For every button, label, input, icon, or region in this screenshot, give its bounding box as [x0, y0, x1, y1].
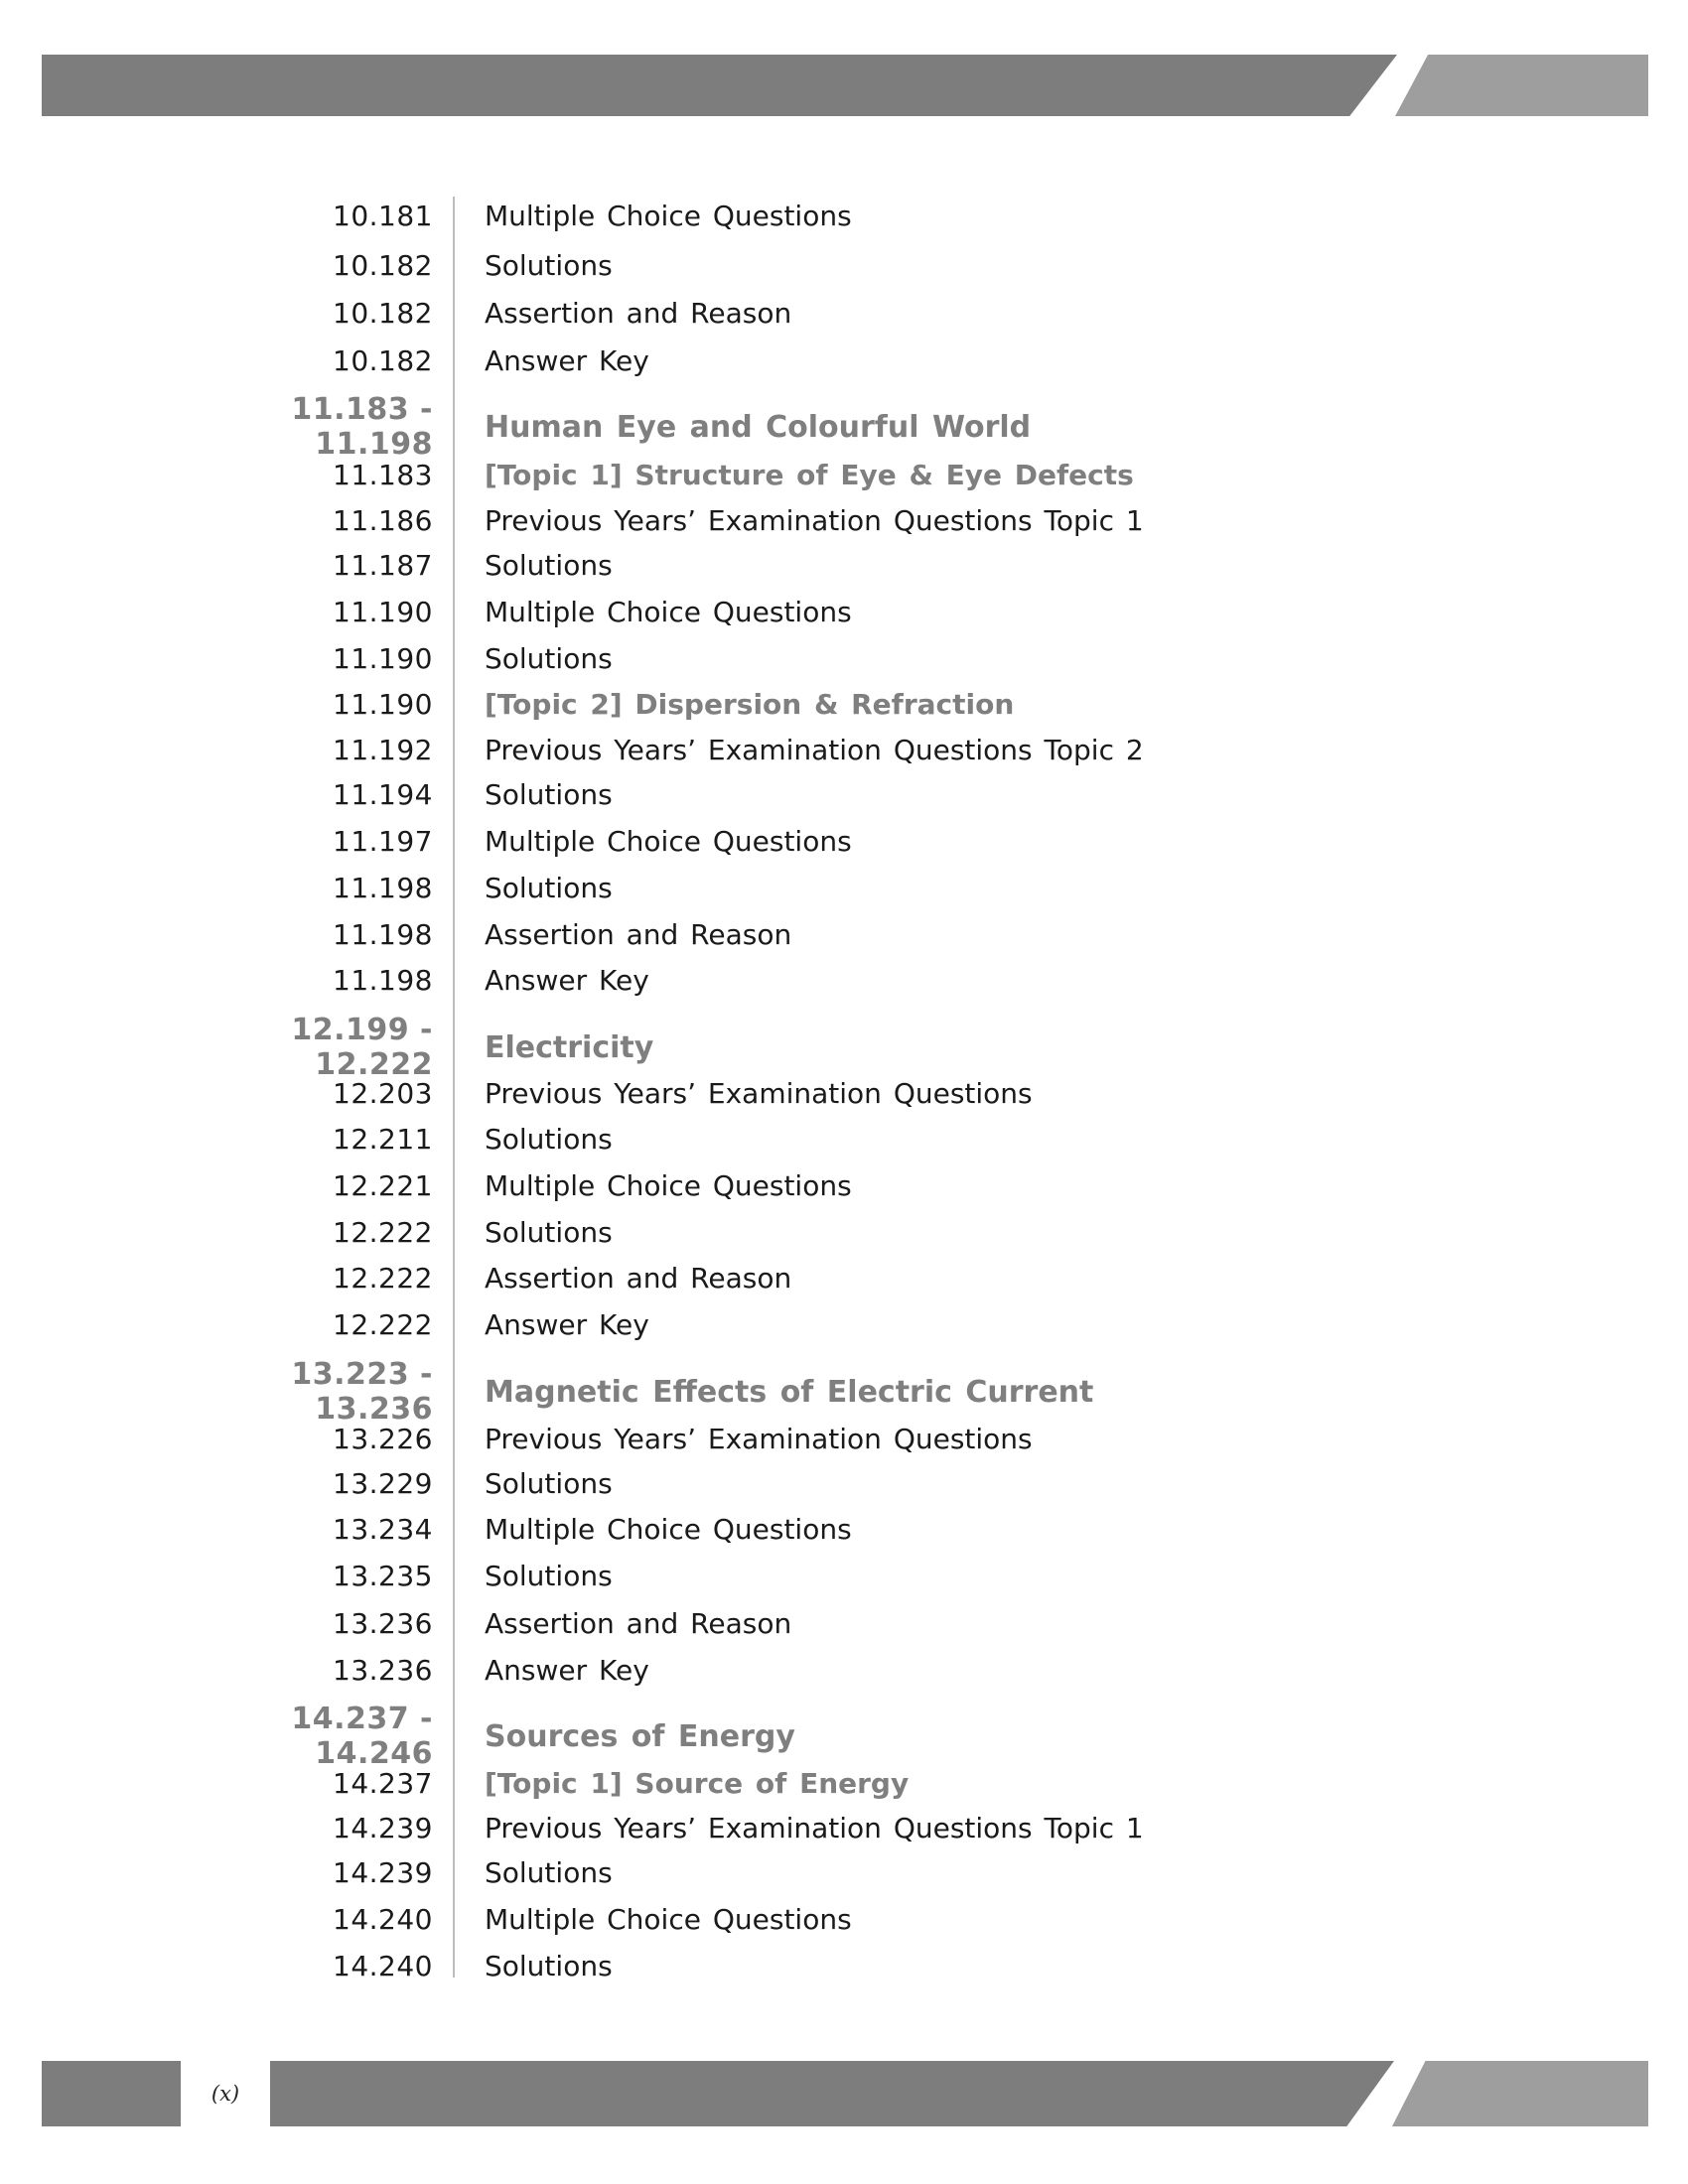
- toc-entry-title: Assertion and Reason: [485, 917, 792, 951]
- toc-entry-title: Multiple Choice Questions: [485, 1168, 852, 1202]
- toc-entry-title: Previous Years’ Examination Questions: [485, 1422, 1033, 1455]
- toc-entry-title: Sources of Energy: [485, 1718, 795, 1754]
- toc-row[interactable]: [0, 1897, 1688, 1941]
- toc-entry-title: Multiple Choice Questions: [485, 1512, 852, 1546]
- toc-entry-title: Solutions: [485, 871, 613, 904]
- toc-page-number: 11.186: [333, 503, 433, 537]
- toc-page-number: 11.192: [333, 733, 433, 766]
- toc-page-number: 12.222: [333, 1261, 433, 1295]
- toc-page-number: 11.190: [333, 595, 433, 628]
- toc-row[interactable]: [0, 1944, 1688, 1987]
- toc-entry-title: [Topic 1] Source of Energy: [485, 1766, 910, 1800]
- toc-entry-title: Assertion and Reason: [485, 296, 792, 330]
- toc-page-number: 10.182: [333, 296, 433, 330]
- toc-page-number: 11.190: [333, 641, 433, 675]
- toc-row[interactable]: [0, 590, 1688, 633]
- toc-chapter-row[interactable]: [0, 1702, 1688, 1771]
- toc-entry-title: Magnetic Effects of Electric Current: [485, 1374, 1094, 1410]
- toc-page-number: 14.237 - 14.246: [291, 1702, 433, 1771]
- toc-page-number: 11.190: [333, 687, 433, 721]
- toc-entry-title: Multiple Choice Questions: [485, 1902, 852, 1936]
- toc-entry-title: Solutions: [485, 248, 613, 282]
- toc-entry-title: Solutions: [485, 1466, 613, 1500]
- toc-entry-title: Assertion and Reason: [485, 1606, 792, 1640]
- toc-page-number: 11.198: [333, 917, 433, 951]
- toc-row[interactable]: [0, 1850, 1688, 1894]
- toc-chapter-row[interactable]: [0, 1013, 1688, 1082]
- toc-entry-title: Answer Key: [485, 963, 649, 997]
- toc-entry-title: Multiple Choice Questions: [485, 199, 852, 232]
- toc-entry-title: Multiple Choice Questions: [485, 824, 852, 858]
- toc-page-number: 11.198: [333, 871, 433, 904]
- toc-page-number: 12.221: [333, 1168, 433, 1202]
- toc-row[interactable]: [0, 636, 1688, 680]
- toc-row[interactable]: [0, 1648, 1688, 1692]
- toc-row[interactable]: [0, 1302, 1688, 1346]
- toc-row[interactable]: [0, 1507, 1688, 1551]
- toc-page-number: 11.198: [333, 963, 433, 997]
- toc-row[interactable]: [0, 1210, 1688, 1254]
- toc-topic-row[interactable]: [0, 682, 1688, 726]
- toc-page-number: 11.183: [333, 458, 433, 491]
- toc-entry-title: Solutions: [485, 1122, 613, 1156]
- toc-topic-row[interactable]: [0, 1761, 1688, 1805]
- toc-row[interactable]: [0, 1601, 1688, 1645]
- toc-page-number: 14.240: [333, 1902, 433, 1936]
- toc-topic-row[interactable]: [0, 453, 1688, 496]
- toc-row[interactable]: [0, 543, 1688, 587]
- toc-page-number: 11.183 - 11.198: [291, 392, 433, 462]
- toc-entry-title: Solutions: [485, 548, 613, 582]
- toc-row[interactable]: [0, 1461, 1688, 1505]
- toc-entry-title: Answer Key: [485, 1307, 649, 1341]
- toc-page-number: 14.239: [333, 1855, 433, 1889]
- toc-entry-title: Answer Key: [485, 1653, 649, 1687]
- toc-row[interactable]: [0, 1256, 1688, 1299]
- toc-page-number: 13.234: [333, 1512, 433, 1546]
- toc-chapter-row[interactable]: [0, 392, 1688, 462]
- toc-page-number: 10.182: [333, 248, 433, 282]
- toc-entry-title: Previous Years’ Examination Questions: [485, 1076, 1033, 1110]
- toc-row[interactable]: [0, 1417, 1688, 1460]
- toc-entry-title: Solutions: [485, 641, 613, 675]
- toc-page-number: 12.199 - 12.222: [291, 1013, 433, 1082]
- toc-page-number: 13.235: [333, 1559, 433, 1592]
- toc-row[interactable]: [0, 866, 1688, 909]
- toc-chapter-row[interactable]: [0, 1357, 1688, 1427]
- toc-row[interactable]: [0, 819, 1688, 863]
- toc-entry-title: Solutions: [485, 1855, 613, 1889]
- toc-page-number: 10.182: [333, 343, 433, 377]
- toc-entry-title: Solutions: [485, 1559, 613, 1592]
- toc-entry-title: Assertion and Reason: [485, 1261, 792, 1295]
- toc-page-number: 12.222: [333, 1307, 433, 1341]
- toc-page-number: 12.211: [333, 1122, 433, 1156]
- toc-row[interactable]: [0, 1554, 1688, 1597]
- toc-entry-title: Solutions: [485, 777, 613, 811]
- toc-entry-title: Electricity: [485, 1029, 654, 1065]
- toc-entry-title: Previous Years’ Examination Questions Topic 1: [485, 1811, 1144, 1844]
- toc-entry-title: Answer Key: [485, 343, 649, 377]
- toc-page-number: 13.229: [333, 1466, 433, 1500]
- toc-entry-title: Human Eye and Colourful World: [485, 409, 1032, 445]
- toc-page-number: 10.181: [333, 199, 433, 232]
- toc-row[interactable]: [0, 339, 1688, 382]
- toc-row[interactable]: [0, 1806, 1688, 1849]
- toc-row[interactable]: [0, 728, 1688, 771]
- toc-page-number: 14.239: [333, 1811, 433, 1844]
- toc-row[interactable]: [0, 243, 1688, 287]
- page-number: (x): [181, 2061, 270, 2126]
- toc-page-number: 13.236: [333, 1606, 433, 1640]
- toc-entry-title: Previous Years’ Examination Questions Topic 2: [485, 733, 1144, 766]
- toc-entry-title: Previous Years’ Examination Questions Topic 1: [485, 503, 1144, 537]
- toc-row[interactable]: [0, 772, 1688, 816]
- toc-row[interactable]: [0, 498, 1688, 542]
- footer-band-accent: [1392, 2061, 1648, 2126]
- toc-entry-title: [Topic 2] Dispersion & Refraction: [485, 687, 1015, 721]
- toc-entry-title: [Topic 1] Structure of Eye & Eye Defects: [485, 458, 1134, 491]
- toc-row[interactable]: [0, 194, 1688, 237]
- toc-page-number: 13.223 - 13.236: [291, 1357, 433, 1427]
- toc-page-number: 12.222: [333, 1215, 433, 1249]
- toc-page-number: 12.203: [333, 1076, 433, 1110]
- toc-page-number: 13.236: [333, 1653, 433, 1687]
- toc-entry-title: Multiple Choice Questions: [485, 595, 852, 628]
- toc-row[interactable]: [0, 1071, 1688, 1115]
- toc-row[interactable]: [0, 958, 1688, 1002]
- toc-entry-title: Solutions: [485, 1949, 613, 1982]
- toc-row[interactable]: [0, 1163, 1688, 1207]
- toc-row[interactable]: [0, 1117, 1688, 1160]
- toc-row[interactable]: [0, 291, 1688, 335]
- toc-page-number: 13.226: [333, 1422, 433, 1455]
- toc-entry-title: Solutions: [485, 1215, 613, 1249]
- toc-page-number: 11.187: [333, 548, 433, 582]
- toc-page-number: 11.197: [333, 824, 433, 858]
- toc-page-number: 11.194: [333, 777, 433, 811]
- toc-page-number: 14.240: [333, 1949, 433, 1982]
- toc-page-number: 14.237: [333, 1766, 433, 1800]
- toc-row[interactable]: [0, 912, 1688, 956]
